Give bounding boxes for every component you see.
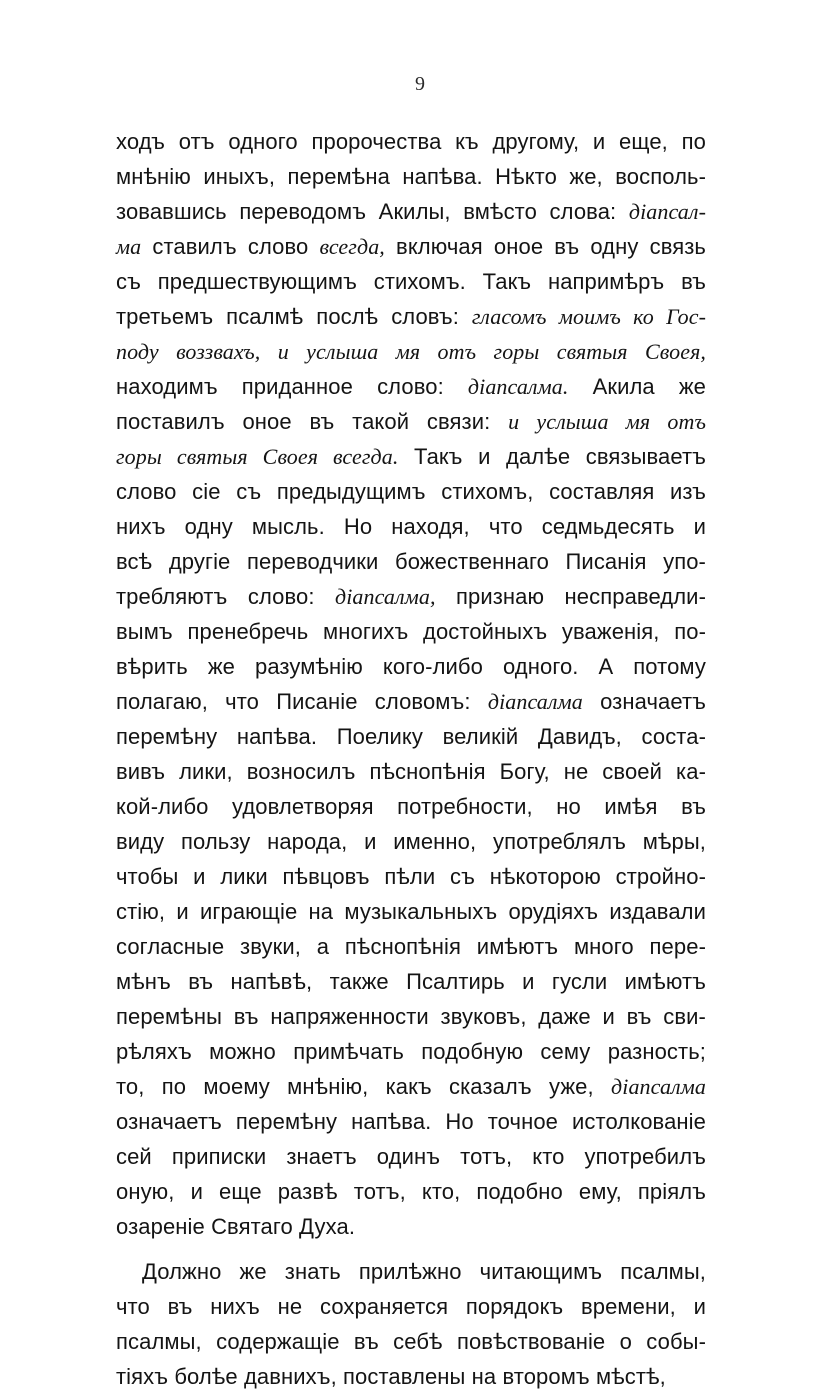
text-run: перемѣны въ напряженности звуковъ, даже и въ сви-: [116, 1004, 706, 1029]
text-run: оную, и еще развѣ тотъ, кто, подобно ему, пріялъ: [116, 1179, 706, 1204]
text-run: ходъ отъ одного пророчества къ другому, и еще, по: [116, 129, 706, 154]
text-run: виду пользу народа, и именно, употреблялъ мѣры,: [116, 829, 706, 854]
italic-quote: діапсалма,: [334, 584, 436, 609]
italic-quote: діапсалма: [487, 689, 583, 714]
text-run: ставилъ слово: [141, 234, 320, 259]
italic-quote: діапсалма.: [467, 374, 569, 399]
text-line: [116, 1359, 706, 1394]
text-run: чтобы и лики пѣвцовъ пѣли съ нѣкоторою стройно-: [116, 864, 706, 889]
text-run: вѣрить же разумѣнію кого-либо одного. А потому: [116, 654, 706, 679]
text-run: полагаю, что Писаніе словомъ:: [116, 689, 488, 714]
italic-quote: всегда,: [319, 234, 385, 259]
text-line: [116, 684, 706, 719]
text-run: означаетъ: [582, 689, 706, 714]
text-line: [116, 964, 706, 999]
text-run: сей приписки знаетъ одинъ тотъ, кто употребилъ: [116, 1144, 706, 1169]
text-run: нихъ одну мысль. Но находя, что седмьдесять и: [116, 514, 706, 539]
text-run: вивъ лики, возносилъ пѣснопѣнія Богу, не своей ка-: [116, 759, 706, 784]
text-run: что въ нихъ не сохраняется порядокъ времени, и: [116, 1294, 706, 1319]
text-run: то, по моему мнѣнію, какъ сказалъ уже,: [116, 1074, 612, 1099]
text-line: [116, 299, 706, 334]
text-line: [116, 369, 706, 404]
text-run: слово сіе съ предыдущимъ стихомъ, составляя изъ: [116, 479, 706, 504]
text-line: [116, 194, 706, 229]
text-line: [116, 159, 706, 194]
text-run: стію, и играющіе на музыкальныхъ орудіяхъ издавали: [116, 899, 706, 924]
text-run: находимъ приданное слово:: [116, 374, 468, 399]
text-run: съ предшествующимъ стихомъ. Такъ напримѣръ въ: [116, 269, 706, 294]
text-line: [116, 264, 706, 299]
text-line: [116, 614, 706, 649]
text-run: означаетъ перемѣну напѣва. Но точное истолкованіе: [116, 1109, 706, 1134]
text-line: [116, 404, 706, 439]
text-run: требляютъ слово:: [116, 584, 335, 609]
body-text: [116, 124, 706, 1394]
text-line: [116, 859, 706, 894]
text-run: вымъ пренебречь многихъ достойныхъ уваженія, по-: [116, 619, 706, 644]
italic-quote: діапсал-: [628, 199, 706, 224]
text-line: [116, 1104, 706, 1139]
page-number: 9: [415, 73, 425, 95]
text-line: [116, 509, 706, 544]
text-line: [116, 789, 706, 824]
text-line: [116, 124, 706, 159]
text-run: кой-либо удовлетворяя потребности, но имѣя въ: [116, 794, 706, 819]
text-line: [116, 1289, 706, 1324]
text-run: мѣнъ въ напѣвѣ, также Псалтирь и гусли имѣютъ: [116, 969, 706, 994]
text-run: Акила же: [568, 374, 706, 399]
text-run: зовавшись переводомъ Акилы, вмѣсто слова:: [116, 199, 629, 224]
text-line: [116, 929, 706, 964]
italic-quote: горы святыя Своея всегда.: [116, 444, 399, 469]
text-line: [116, 1324, 706, 1359]
text-run: третьемъ псалмѣ послѣ словъ:: [116, 304, 472, 329]
text-run: признаю несправедли-: [435, 584, 706, 609]
text-run: озареніе Святаго Духа.: [116, 1214, 356, 1239]
text-line: [116, 439, 706, 474]
italic-quote: гласомъ моимъ ко Гос-: [471, 304, 706, 329]
text-line: [116, 1034, 706, 1069]
text-run: Такъ и далѣе связываетъ: [398, 444, 706, 469]
italic-quote: поду воззвахъ, и услыша мя отъ горы святыя Своея,: [116, 339, 706, 364]
text-line: [116, 229, 706, 264]
text-run: поставилъ оное въ такой связи:: [116, 409, 509, 434]
text-run: псалмы, содержащіе въ себѣ повѣствованіе о собы-: [116, 1329, 706, 1354]
text-run: мнѣнію иныхъ, перемѣна напѣва. Нѣкто же, восполь-: [116, 164, 706, 189]
text-line: [116, 1069, 706, 1104]
text-line: [116, 1209, 706, 1244]
paragraph: [116, 124, 706, 1244]
text-line: [116, 474, 706, 509]
text-line: [116, 824, 706, 859]
text-line: [116, 1254, 706, 1289]
text-line: [116, 999, 706, 1034]
italic-quote: ма: [116, 234, 142, 259]
text-line: [116, 579, 706, 614]
text-line: [116, 894, 706, 929]
text-line: [116, 1139, 706, 1174]
paragraph: [116, 1254, 706, 1394]
paragraph-gap: [116, 1244, 706, 1254]
text-run: перемѣну напѣва. Поелику великій Давидъ, соста-: [116, 724, 706, 749]
text-run: включая оное въ одну связь: [384, 234, 706, 259]
text-run: Должно же знать прилѣжно читающимъ псалмы,: [142, 1259, 706, 1284]
italic-quote: діапсалма: [611, 1074, 706, 1099]
text-line: [116, 754, 706, 789]
italic-quote: и услыша мя отъ: [508, 409, 706, 434]
text-run: всѣ другіе переводчики божественнаго Писанія упо-: [116, 549, 706, 574]
text-line: [116, 334, 706, 369]
text-run: согласные звуки, а пѣснопѣнія имѣютъ много пере-: [116, 934, 706, 959]
text-line: [116, 649, 706, 684]
text-run: тіяхъ болѣе давнихъ, поставлены на второмъ мѣстѣ,: [116, 1364, 666, 1389]
text-line: [116, 544, 706, 579]
text-run: рѣляхъ можно примѣчать подобную сему разность;: [116, 1039, 706, 1064]
text-line: [116, 1174, 706, 1209]
text-line: [116, 719, 706, 754]
